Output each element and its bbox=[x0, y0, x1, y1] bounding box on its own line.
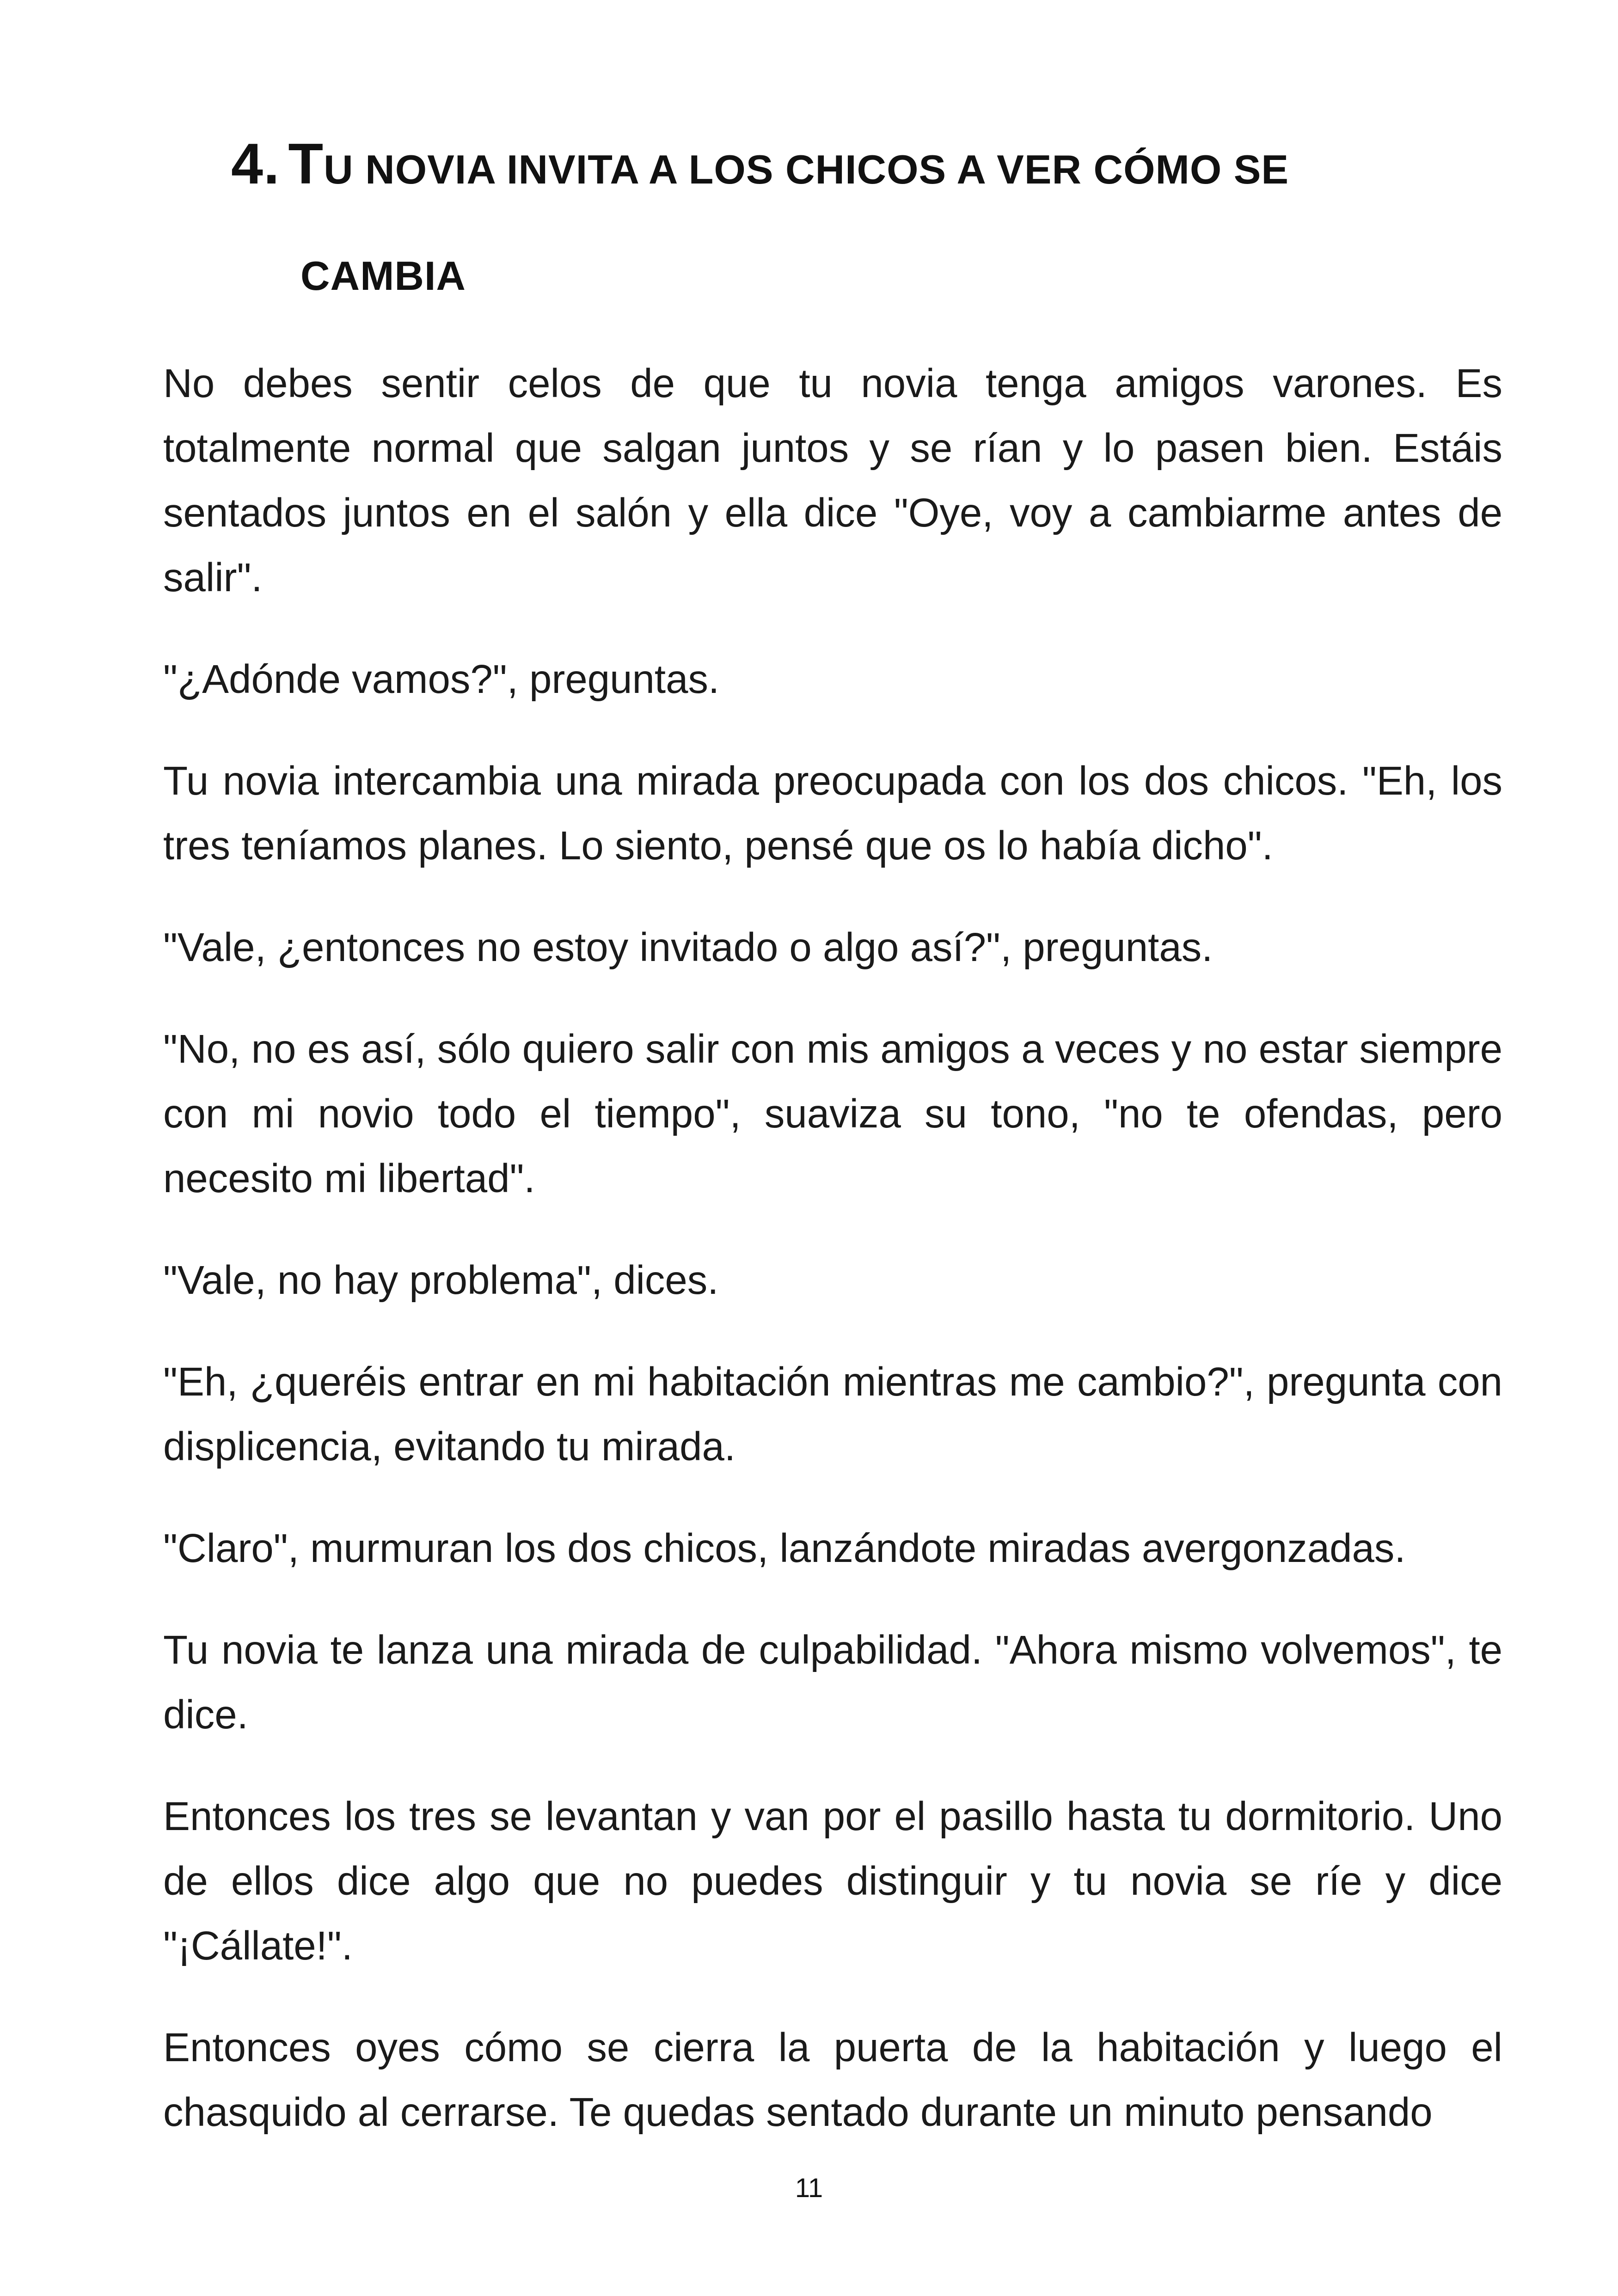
page-number: 11 bbox=[795, 2173, 823, 2203]
chapter-body bbox=[163, 351, 1502, 2182]
chapter-title-line2: CAMBIA bbox=[300, 253, 466, 299]
paragraph: "¿Adónde vamos?", preguntas. bbox=[163, 657, 720, 702]
paragraph: Entonces los tres se levantan y van por el pasillo hasta tu dormitorio. Uno de ellos dice algo que no puedes distinguir y tu novia se ríe y dice "¡Cállate!". bbox=[163, 1794, 1502, 1968]
paragraph: Entonces oyes cómo se cierra la puerta de la habitación y luego el chasquido al cerrarse. Te quedas sentado durante un minuto pensando bbox=[163, 2025, 1502, 2135]
paragraph: Tu novia te lanza una mirada de culpabilidad. "Ahora mismo volvemos", te dice. bbox=[163, 1628, 1502, 1737]
paragraph: "Eh, ¿queréis entrar en mi habitación mientras me cambio?", pregunta con displicencia, evitando tu mirada. bbox=[163, 1359, 1502, 1469]
chapter-title-initial: T bbox=[288, 132, 324, 196]
chapter-title-line1: U NOVIA INVITA A LOS CHICOS A VER CÓMO SE bbox=[324, 147, 1289, 192]
paragraph: "Vale, no hay problema", dices. bbox=[163, 1258, 719, 1303]
chapter-heading bbox=[231, 111, 1502, 329]
paragraph: Tu novia intercambia una mirada preocupada con los dos chicos. "Eh, los tres teníamos planes. Lo siento, pensé que os lo había dicho". bbox=[163, 759, 1502, 868]
paragraph: "Claro", murmuran los dos chicos, lanzándote miradas avergonzadas. bbox=[163, 1526, 1406, 1571]
chapter-number: 4. bbox=[231, 132, 280, 196]
paragraph: "No, no es así, sólo quiero salir con mis amigos a veces y no estar siempre con mi novio todo el tiempo", suaviza su tono, "no te ofendas, pero necesito mi libertad". bbox=[163, 1027, 1502, 1201]
paragraph: No debes sentir celos de que tu novia tenga amigos varones. Es totalmente normal que salgan juntos y se rían y lo pasen bien. Estáis sentados juntos en el salón y ella dice "Oye, voy a cambiarme antes de salir". bbox=[163, 361, 1502, 600]
paragraph: "Vale, ¿entonces no estoy invitado o algo así?", preguntas. bbox=[163, 925, 1213, 970]
